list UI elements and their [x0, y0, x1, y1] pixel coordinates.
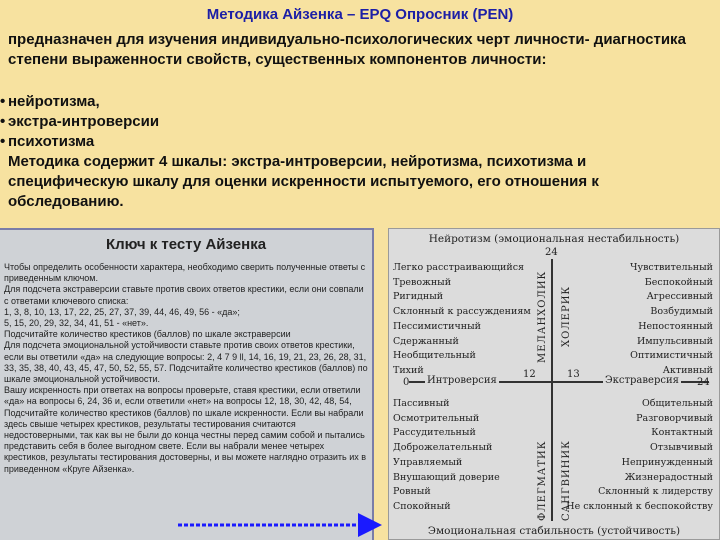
key-paragraph: 1, 3, 8, 10, 13, 17, 22, 25, 27, 37, 39, 44, 46, 49, 56 - «да»; [4, 306, 240, 317]
key-card-image [0, 228, 374, 540]
axis-number-left: 0 [403, 377, 410, 388]
key-paragraph: Вашу искренность при ответах на вопросы проверьте, ставя крестики, если ответили «да» на вопросы 6, 24, 36 и, если ответили «нет» на вопросы 12, 18, 30, 42, 48, 54, Подсчитайте количество крестиков (баллов) по шкале искренности. Если вы набрали здесь свыше четырех крестиков, результаты тестирования считаются недостоверными, так как вы не были до конца честны перед самим собой и пытались представить себя в более выгодном свете. Если вы набрали менее четырех крестиков, результаты тестирования достоверны, и вы можете наглядно отразить их в приведенном «Круге Айзенка». [4, 385, 367, 474]
vertical-axis [551, 259, 553, 521]
intro-text: предназначен для изучения индивидуально-психологических черт личности- диагностика степени выраженности свойств, существенных компонентов личности: [8, 31, 686, 68]
key-paragraph: Для подсчета эмоциональной устойчивости ставьте против своих ответов крестики, если вы ответили «да» на следующие вопросы: 2, 4 7 9 ll, 14, 16, 19, 21, 23, 26, 28, 31, 33, 35, 38, 40, 43, 45, 47, 50, 52, 55, 57. Подсчитайте количество крестиков (баллов) по шкале эмоциональной устойчивости. [4, 340, 368, 385]
extraversion-label: Экстраверсия [605, 375, 679, 386]
trait-list [0, 92, 159, 152]
arrow-right-icon [178, 511, 384, 540]
bullet-icon: • [0, 93, 6, 110]
sanguine-traits: Общительный Разговорчивый Контактный Отзывчивый Непринужденный Жизнерадостный Склонный к лидерству Не склонный к беспокойству [566, 398, 713, 512]
key-card-title: Ключ к тесту Айзенка [105, 236, 267, 253]
axis-number-right: 24 [697, 377, 710, 388]
bullet-icon: • [0, 133, 6, 150]
key-paragraph: Для подсчета экстраверсии ставьте против своих ответов крестики, если они совпали с ответами ключевого списка: [4, 284, 364, 306]
bullet-icon: • [0, 113, 6, 130]
axis-number-center-right: 13 [567, 369, 580, 380]
phlegmatic-traits: Пассивный Осмотрительный Рассудительный Доброжелательный Управляемый Внушающий доверие Ровный Спокойный [393, 398, 500, 512]
key-paragraph: 5, 15, 20, 29, 32, 34, 41, 51 - «нет». [4, 318, 149, 329]
eysenck-circle-image [388, 228, 720, 540]
trait-item: • нейротизма, [0, 93, 100, 110]
axis-number-top: 24 [545, 247, 558, 258]
choleric-label: ХОЛЕРИК [561, 285, 572, 347]
key-paragraph: Подсчитайте количество крестиков (баллов) по шкале экстраверсии [4, 329, 291, 340]
summary-text: Методика содержит 4 шкалы: экстра-интроверсии, нейротизма, психотизма и специфическую шкалу для оценки искренности испытуемого, его отношения к обследованию. [8, 153, 599, 210]
choleric-traits: Чувствительный Беспокойный Агрессивный Возбудимый Непостоянный Импульсивный Оптимистичный Активный [630, 262, 713, 376]
key-card-body [4, 262, 370, 475]
axis-number-center-left: 12 [523, 369, 536, 380]
melancholic-label: МЕЛАНХОЛИК [537, 270, 548, 363]
key-paragraph: Чтобы определить особенности характера, необходимо сверить полученные ответы с приведенным ключом. [4, 262, 366, 284]
introversion-label: Интроверсия [427, 375, 497, 386]
sanguine-label: САНГВИНИК [561, 440, 572, 521]
trait-item: • экстра-интроверсии [0, 113, 160, 130]
slide-title: Методика Айзенка – EPQ Опросник (PEN) [206, 6, 514, 23]
melancholic-traits: Легко расстраивающийся Тревожный Ригидный Склонный к рассуждениям Пессимистичный Сдержанный Необщительный Тихий [393, 262, 531, 376]
trait-item: • психотизма [0, 133, 95, 150]
stability-label: Эмоциональная стабильность (устойчивость) [427, 525, 681, 537]
neuroticism-label: Нейротизм (эмоциональная нестабильность) [428, 233, 680, 245]
phlegmatic-label: ФЛЕГМАТИК [537, 440, 548, 521]
